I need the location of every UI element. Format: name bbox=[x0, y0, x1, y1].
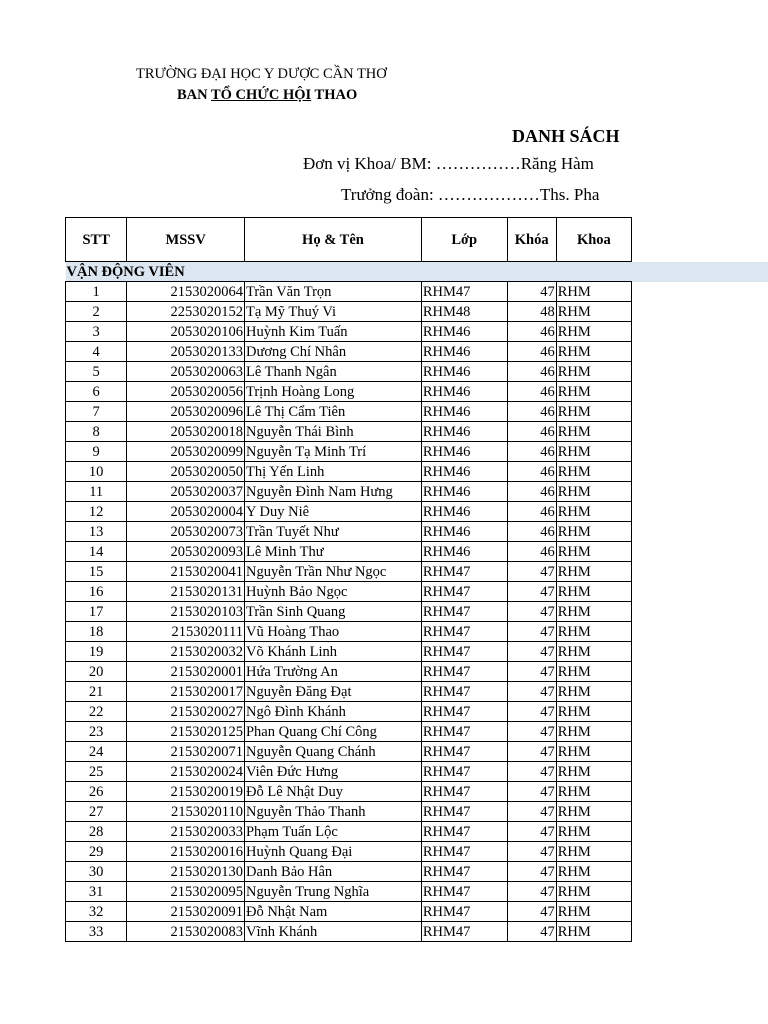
cell-stt: 8 bbox=[66, 422, 127, 442]
cell-mssv: 2153020125 bbox=[127, 722, 245, 742]
cell-stt: 18 bbox=[66, 622, 127, 642]
cell-faculty: RHM bbox=[556, 862, 631, 882]
section-row bbox=[66, 262, 632, 282]
cell-cohort: 47 bbox=[507, 702, 556, 722]
cell-class: RHM46 bbox=[421, 342, 507, 362]
cell-faculty: RHM bbox=[556, 882, 631, 902]
cell-name: Huỳnh Bảo Ngọc bbox=[244, 582, 421, 602]
cell-class: RHM47 bbox=[421, 602, 507, 622]
cell-cohort: 46 bbox=[507, 402, 556, 422]
cell-faculty: RHM bbox=[556, 662, 631, 682]
cell-stt: 22 bbox=[66, 702, 127, 722]
table-row bbox=[66, 902, 632, 922]
cell-faculty: RHM bbox=[556, 282, 631, 302]
table-row bbox=[66, 422, 632, 442]
cell-faculty: RHM bbox=[556, 342, 631, 362]
cell-name: Nguyễn Thảo Thanh bbox=[244, 802, 421, 822]
cell-name: Nguyễn Quang Chánh bbox=[244, 742, 421, 762]
cell-cohort: 46 bbox=[507, 362, 556, 382]
table-row bbox=[66, 762, 632, 782]
table-row bbox=[66, 842, 632, 862]
cell-cohort: 48 bbox=[507, 302, 556, 322]
cell-cohort: 46 bbox=[507, 522, 556, 542]
cell-class: RHM46 bbox=[421, 422, 507, 442]
cell-cohort: 47 bbox=[507, 562, 556, 582]
cell-stt: 15 bbox=[66, 562, 127, 582]
table-row bbox=[66, 322, 632, 342]
cell-faculty: RHM bbox=[556, 402, 631, 422]
cell-stt: 14 bbox=[66, 542, 127, 562]
cell-mssv: 2153020016 bbox=[127, 842, 245, 862]
cell-cohort: 47 bbox=[507, 722, 556, 742]
cell-mssv: 2053020093 bbox=[127, 542, 245, 562]
cell-name: Tạ Mỹ Thuý Vi bbox=[244, 302, 421, 322]
committee-prefix: BAN bbox=[177, 87, 211, 103]
cell-stt: 2 bbox=[66, 302, 127, 322]
cell-faculty: RHM bbox=[556, 902, 631, 922]
cell-name: Ngô Đình Khánh bbox=[244, 702, 421, 722]
cell-faculty: RHM bbox=[556, 822, 631, 842]
cell-mssv: 2053020018 bbox=[127, 422, 245, 442]
cell-faculty: RHM bbox=[556, 922, 631, 942]
cell-cohort: 47 bbox=[507, 602, 556, 622]
cell-cohort: 47 bbox=[507, 582, 556, 602]
cell-mssv: 2153020041 bbox=[127, 562, 245, 582]
cell-name: Nguyễn Đăng Đạt bbox=[244, 682, 421, 702]
cell-faculty: RHM bbox=[556, 362, 631, 382]
cell-name: Trần Tuyết Như bbox=[244, 522, 421, 542]
cell-class: RHM47 bbox=[421, 822, 507, 842]
cell-class: RHM46 bbox=[421, 502, 507, 522]
col-header-name: Họ & Tên bbox=[244, 218, 421, 262]
cell-cohort: 47 bbox=[507, 902, 556, 922]
cell-class: RHM47 bbox=[421, 642, 507, 662]
cell-name: Vũ Hoàng Thao bbox=[244, 622, 421, 642]
cell-stt: 27 bbox=[66, 802, 127, 822]
cell-mssv: 2153020033 bbox=[127, 822, 245, 842]
cell-cohort: 47 bbox=[507, 762, 556, 782]
table-row bbox=[66, 622, 632, 642]
table-row bbox=[66, 802, 632, 822]
cell-mssv: 2153020083 bbox=[127, 922, 245, 942]
school-name: TRƯỜNG ĐẠI HỌC Y DƯỢC CẦN THƠ bbox=[136, 66, 387, 82]
cell-stt: 21 bbox=[66, 682, 127, 702]
cell-class: RHM47 bbox=[421, 562, 507, 582]
cell-cohort: 46 bbox=[507, 442, 556, 462]
unit-line: Đơn vị Khoa/ BM: ……………Răng Hàm bbox=[303, 154, 594, 173]
cell-class: RHM47 bbox=[421, 882, 507, 902]
cell-name: Nguyễn Trung Nghĩa bbox=[244, 882, 421, 902]
section-band-extension bbox=[632, 262, 768, 282]
committee-name bbox=[177, 87, 357, 104]
cell-class: RHM46 bbox=[421, 402, 507, 422]
cell-name: Thị Yến Linh bbox=[244, 462, 421, 482]
cell-stt: 5 bbox=[66, 362, 127, 382]
cell-mssv: 2053020106 bbox=[127, 322, 245, 342]
cell-faculty: RHM bbox=[556, 782, 631, 802]
cell-cohort: 47 bbox=[507, 662, 556, 682]
cell-stt: 33 bbox=[66, 922, 127, 942]
cell-mssv: 2153020111 bbox=[127, 622, 245, 642]
table-row bbox=[66, 922, 632, 942]
cell-cohort: 47 bbox=[507, 742, 556, 762]
cell-stt: 17 bbox=[66, 602, 127, 622]
cell-faculty: RHM bbox=[556, 842, 631, 862]
cell-mssv: 2253020152 bbox=[127, 302, 245, 322]
cell-name: Huỳnh Quang Đại bbox=[244, 842, 421, 862]
cell-stt: 25 bbox=[66, 762, 127, 782]
cell-mssv: 2053020004 bbox=[127, 502, 245, 522]
cell-name: Trần Sinh Quang bbox=[244, 602, 421, 622]
cell-stt: 31 bbox=[66, 882, 127, 902]
cell-class: RHM47 bbox=[421, 742, 507, 762]
cell-faculty: RHM bbox=[556, 422, 631, 442]
table-row bbox=[66, 682, 632, 702]
cell-stt: 7 bbox=[66, 402, 127, 422]
table-row bbox=[66, 722, 632, 742]
cell-stt: 13 bbox=[66, 522, 127, 542]
cell-mssv: 2153020064 bbox=[127, 282, 245, 302]
table-row bbox=[66, 602, 632, 622]
cell-cohort: 46 bbox=[507, 542, 556, 562]
cell-mssv: 2053020050 bbox=[127, 462, 245, 482]
cell-name: Viên Đức Hưng bbox=[244, 762, 421, 782]
cell-faculty: RHM bbox=[556, 722, 631, 742]
cell-name: Phan Quang Chí Công bbox=[244, 722, 421, 742]
cell-stt: 3 bbox=[66, 322, 127, 342]
table-row bbox=[66, 282, 632, 302]
cell-class: RHM47 bbox=[421, 722, 507, 742]
table-row bbox=[66, 462, 632, 482]
cell-class: RHM47 bbox=[421, 782, 507, 802]
cell-name: Trịnh Hoàng Long bbox=[244, 382, 421, 402]
cell-name: Dương Chí Nhân bbox=[244, 342, 421, 362]
cell-name: Hứa Trường An bbox=[244, 662, 421, 682]
table-row bbox=[66, 782, 632, 802]
cell-class: RHM47 bbox=[421, 702, 507, 722]
cell-faculty: RHM bbox=[556, 762, 631, 782]
table-row bbox=[66, 482, 632, 502]
cell-stt: 19 bbox=[66, 642, 127, 662]
table-row bbox=[66, 562, 632, 582]
cell-mssv: 2153020095 bbox=[127, 882, 245, 902]
cell-cohort: 46 bbox=[507, 382, 556, 402]
cell-faculty: RHM bbox=[556, 322, 631, 342]
cell-mssv: 2053020096 bbox=[127, 402, 245, 422]
athlete-table bbox=[65, 217, 632, 942]
cell-faculty: RHM bbox=[556, 602, 631, 622]
cell-name: Nguyễn Thái Bình bbox=[244, 422, 421, 442]
table-row bbox=[66, 362, 632, 382]
cell-stt: 29 bbox=[66, 842, 127, 862]
table-row bbox=[66, 542, 632, 562]
cell-class: RHM47 bbox=[421, 582, 507, 602]
cell-name: Danh Bảo Hân bbox=[244, 862, 421, 882]
table-row bbox=[66, 582, 632, 602]
cell-name: Võ Khánh Linh bbox=[244, 642, 421, 662]
cell-stt: 16 bbox=[66, 582, 127, 602]
cell-stt: 26 bbox=[66, 782, 127, 802]
cell-class: RHM46 bbox=[421, 482, 507, 502]
cell-name: Phạm Tuấn Lộc bbox=[244, 822, 421, 842]
cell-faculty: RHM bbox=[556, 682, 631, 702]
cell-faculty: RHM bbox=[556, 442, 631, 462]
section-label: VẬN ĐỘNG VIÊN bbox=[66, 262, 632, 282]
cell-mssv: 2153020110 bbox=[127, 802, 245, 822]
cell-mssv: 2153020032 bbox=[127, 642, 245, 662]
cell-cohort: 47 bbox=[507, 882, 556, 902]
cell-class: RHM46 bbox=[421, 522, 507, 542]
cell-stt: 6 bbox=[66, 382, 127, 402]
cell-class: RHM47 bbox=[421, 842, 507, 862]
table-row bbox=[66, 522, 632, 542]
cell-mssv: 2153020027 bbox=[127, 702, 245, 722]
cell-faculty: RHM bbox=[556, 382, 631, 402]
cell-name: Nguyễn Đình Nam Hưng bbox=[244, 482, 421, 502]
cell-stt: 12 bbox=[66, 502, 127, 522]
cell-stt: 9 bbox=[66, 442, 127, 462]
cell-class: RHM46 bbox=[421, 442, 507, 462]
cell-mssv: 2153020019 bbox=[127, 782, 245, 802]
cell-mssv: 2053020133 bbox=[127, 342, 245, 362]
cell-name: Y Duy Niê bbox=[244, 502, 421, 522]
col-header-mssv: MSSV bbox=[127, 218, 245, 262]
cell-cohort: 47 bbox=[507, 782, 556, 802]
cell-class: RHM48 bbox=[421, 302, 507, 322]
cell-cohort: 47 bbox=[507, 282, 556, 302]
table-row bbox=[66, 442, 632, 462]
cell-cohort: 47 bbox=[507, 622, 556, 642]
col-header-class: Lớp bbox=[421, 218, 507, 262]
cell-cohort: 46 bbox=[507, 422, 556, 442]
cell-mssv: 2053020056 bbox=[127, 382, 245, 402]
cell-stt: 10 bbox=[66, 462, 127, 482]
cell-faculty: RHM bbox=[556, 522, 631, 542]
cell-mssv: 2053020037 bbox=[127, 482, 245, 502]
cell-cohort: 46 bbox=[507, 462, 556, 482]
cell-mssv: 2153020071 bbox=[127, 742, 245, 762]
cell-name: Nguyễn Trần Như Ngọc bbox=[244, 562, 421, 582]
cell-cohort: 46 bbox=[507, 342, 556, 362]
cell-stt: 24 bbox=[66, 742, 127, 762]
cell-stt: 4 bbox=[66, 342, 127, 362]
cell-faculty: RHM bbox=[556, 542, 631, 562]
col-header-stt: STT bbox=[66, 218, 127, 262]
cell-stt: 20 bbox=[66, 662, 127, 682]
cell-name: Lê Thị Cẩm Tiên bbox=[244, 402, 421, 422]
cell-name: Lê Minh Thư bbox=[244, 542, 421, 562]
cell-faculty: RHM bbox=[556, 702, 631, 722]
cell-cohort: 47 bbox=[507, 862, 556, 882]
cell-stt: 1 bbox=[66, 282, 127, 302]
committee-suffix: THAO bbox=[311, 87, 358, 103]
cell-faculty: RHM bbox=[556, 482, 631, 502]
table-row bbox=[66, 702, 632, 722]
cell-faculty: RHM bbox=[556, 622, 631, 642]
cell-cohort: 47 bbox=[507, 842, 556, 862]
cell-mssv: 2153020131 bbox=[127, 582, 245, 602]
cell-mssv: 2153020130 bbox=[127, 862, 245, 882]
table-row bbox=[66, 662, 632, 682]
cell-stt: 11 bbox=[66, 482, 127, 502]
cell-cohort: 47 bbox=[507, 822, 556, 842]
cell-name: Trần Văn Trọn bbox=[244, 282, 421, 302]
cell-stt: 30 bbox=[66, 862, 127, 882]
cell-class: RHM47 bbox=[421, 622, 507, 642]
cell-name: Huỳnh Kim Tuấn bbox=[244, 322, 421, 342]
cell-cohort: 46 bbox=[507, 482, 556, 502]
cell-class: RHM47 bbox=[421, 862, 507, 882]
cell-cohort: 47 bbox=[507, 682, 556, 702]
cell-name: Nguyễn Tạ Minh Trí bbox=[244, 442, 421, 462]
cell-faculty: RHM bbox=[556, 562, 631, 582]
cell-name: Đỗ Nhật Nam bbox=[244, 902, 421, 922]
table-row bbox=[66, 402, 632, 422]
table-row bbox=[66, 642, 632, 662]
leader-line: Trưởng đoàn: ………………Ths. Pha bbox=[341, 185, 600, 204]
col-header-cohort: Khóa bbox=[507, 218, 556, 262]
cell-faculty: RHM bbox=[556, 582, 631, 602]
cell-mssv: 2053020099 bbox=[127, 442, 245, 462]
cell-mssv: 2053020063 bbox=[127, 362, 245, 382]
cell-cohort: 47 bbox=[507, 642, 556, 662]
cell-class: RHM47 bbox=[421, 762, 507, 782]
document-title: DANH SÁCH bbox=[512, 126, 620, 146]
cell-cohort: 46 bbox=[507, 322, 556, 342]
table-row bbox=[66, 342, 632, 362]
cell-stt: 23 bbox=[66, 722, 127, 742]
cell-faculty: RHM bbox=[556, 502, 631, 522]
cell-class: RHM46 bbox=[421, 462, 507, 482]
cell-class: RHM47 bbox=[421, 662, 507, 682]
cell-faculty: RHM bbox=[556, 742, 631, 762]
cell-stt: 28 bbox=[66, 822, 127, 842]
cell-faculty: RHM bbox=[556, 642, 631, 662]
table-row bbox=[66, 382, 632, 402]
table-header-row bbox=[66, 218, 632, 262]
cell-cohort: 46 bbox=[507, 502, 556, 522]
cell-mssv: 2053020073 bbox=[127, 522, 245, 542]
table-row bbox=[66, 862, 632, 882]
cell-mssv: 2153020103 bbox=[127, 602, 245, 622]
cell-name: Đỗ Lê Nhật Duy bbox=[244, 782, 421, 802]
table-row bbox=[66, 822, 632, 842]
cell-class: RHM46 bbox=[421, 322, 507, 342]
cell-cohort: 47 bbox=[507, 802, 556, 822]
cell-class: RHM47 bbox=[421, 282, 507, 302]
col-header-faculty: Khoa bbox=[556, 218, 631, 262]
table-row bbox=[66, 502, 632, 522]
table-row bbox=[66, 882, 632, 902]
cell-class: RHM47 bbox=[421, 802, 507, 822]
cell-mssv: 2153020001 bbox=[127, 662, 245, 682]
cell-class: RHM47 bbox=[421, 902, 507, 922]
table-row bbox=[66, 302, 632, 322]
cell-faculty: RHM bbox=[556, 462, 631, 482]
cell-mssv: 2153020017 bbox=[127, 682, 245, 702]
cell-class: RHM46 bbox=[421, 542, 507, 562]
table-row bbox=[66, 742, 632, 762]
cell-faculty: RHM bbox=[556, 302, 631, 322]
cell-faculty: RHM bbox=[556, 802, 631, 822]
cell-cohort: 47 bbox=[507, 922, 556, 942]
committee-underlined: TỔ CHỨC HỘI bbox=[210, 87, 312, 103]
cell-class: RHM46 bbox=[421, 362, 507, 382]
cell-name: Vĩnh Khánh bbox=[244, 922, 421, 942]
cell-mssv: 2153020091 bbox=[127, 902, 245, 922]
cell-class: RHM46 bbox=[421, 382, 507, 402]
cell-stt: 32 bbox=[66, 902, 127, 922]
cell-class: RHM47 bbox=[421, 682, 507, 702]
cell-name: Lê Thanh Ngân bbox=[244, 362, 421, 382]
cell-class: RHM47 bbox=[421, 922, 507, 942]
cell-mssv: 2153020024 bbox=[127, 762, 245, 782]
